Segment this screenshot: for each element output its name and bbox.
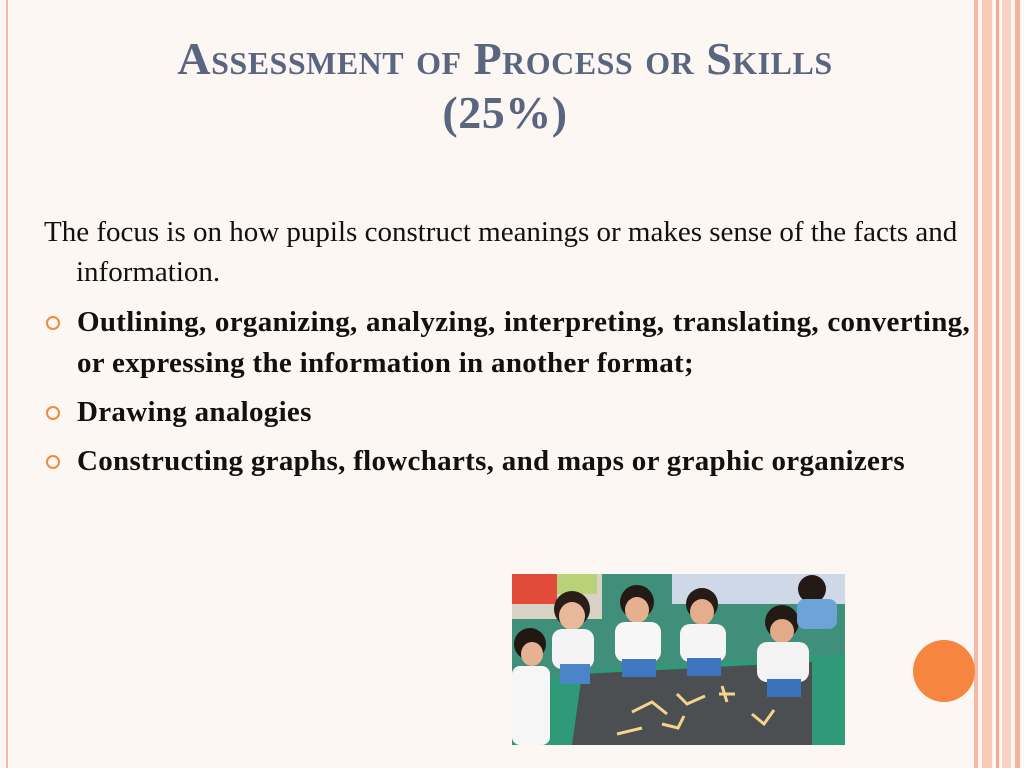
bullet-text: Constructing graphs, flowcharts, and maps or graphic organizers xyxy=(77,445,905,477)
children-arranging-sticks-photo-icon xyxy=(512,574,845,745)
bullet-item xyxy=(44,392,970,433)
left-border-line xyxy=(6,0,8,768)
bullet-item xyxy=(44,302,970,384)
bullet-text: Outlining, organizing, analyzing, interpreting, translating, converting, or expressing the information in another format; xyxy=(77,306,970,379)
slide-title-line2: (25%) xyxy=(442,87,568,138)
slide-title-line1: Assessment of Process or Skills xyxy=(177,33,833,84)
intro-paragraph: The focus is on how pupils construct meanings or makes sense of the facts and information. xyxy=(44,216,958,288)
bullet-ring-icon xyxy=(46,406,60,420)
classroom-photo xyxy=(512,574,845,745)
right-decorative-stripes xyxy=(974,0,1024,768)
bullet-ring-icon xyxy=(46,455,60,469)
orange-circle-decoration xyxy=(913,640,975,702)
bullet-item xyxy=(44,441,970,482)
bullet-list xyxy=(44,302,970,490)
bullet-text: Drawing analogies xyxy=(77,396,312,428)
slide-title xyxy=(60,32,950,140)
bullet-ring-icon xyxy=(46,316,60,330)
